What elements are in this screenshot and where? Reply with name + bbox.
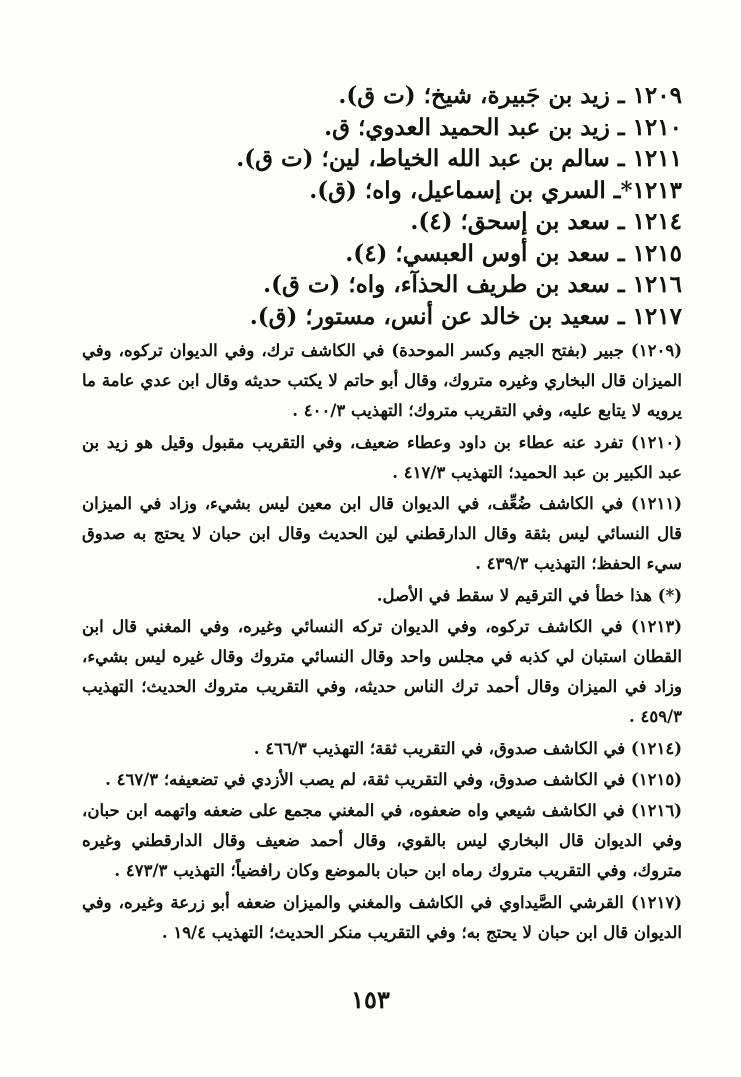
footnote: (١٢١١) في الكاشف ضُعِّف، في الديوان قال ابن معين ليس بشيء، وزاد في الميزان قال النسائي ليس بثقة وقال الدارقطني لين الحديث وقال ابن حبان لا يحتج به صدوق سيء الحفظ؛ التهذيب ٤٣٩/٣ . [82, 494, 682, 574]
entry [82, 301, 682, 333]
entry [82, 269, 682, 301]
footnote: (١٢١٣) في الكاشف تركوه، وفي الديوان تركه النسائي وغيره، وفي المغني قال ابن القطان استبان لي كذبه في مجلس واحد وقال النسائي متروك وقال غيره ليس بشيء، وزاد في الميزان وقال أحمد ترك الناس حديثه، وفي التقريب متروك الحديث؛ التهذيب ٤٥٩/٣ . [82, 616, 682, 727]
entry [82, 238, 682, 270]
entry-text: ـ زيد بن جَبيرة، شيخ؛ (ت ق). [338, 82, 633, 109]
footnote: (١٢١٥) في الكاشف صدوق، وفي التقريب ثقة، لم يصب الأزدي في تضعيفه؛ ٤٦٧/٣ . [105, 769, 682, 789]
entry-text: ـ سعد بن أوس العبسي؛ (٤). [345, 239, 633, 267]
footnote: (١٢١٠) تفرد عنه عطاء بن داود وعطاء ضعيف، وفي التقريب مقبول وقيل هو زيد بن عبد الكبير بن عبد الحميد؛ التهذيب ٤١٧/٣ . [82, 432, 682, 482]
entry-text: ـ سعيد بن خالد عن أنس، مستور؛ (ق). [249, 302, 633, 330]
entry [82, 206, 682, 238]
entry-text: ـ زيد بن عبد الحميد العدوي؛ ق. [324, 113, 633, 141]
entry-number: ١٢١٥ [632, 239, 682, 267]
entry [82, 80, 682, 112]
entry-number: ١٢١٤ [632, 208, 682, 235]
footnote: (١٢١٤) في الكاشف صدوق، في التقريب ثقة؛ التهذيب ٤٦٦/٣ . [253, 738, 682, 758]
footnote: (١٢٠٩) جبير (بفتح الجيم وكسر الموحدة) في الكاشف ترك، وفي الديوان تركوه، وفي الميزان قال البخاري وغيره متروك، وقال أبو حاتم لا يكتب حديثه وقال ابن عدي عامة ما يرويه لا يتابع عليه، وفي التقريب متروك؛ التهذيب ٤٠٠/٣ . [82, 341, 682, 421]
entry-number: ١٢٠٩ [632, 82, 682, 109]
entry [82, 112, 682, 144]
entry [82, 143, 682, 175]
page-number: ١٥٣ [351, 985, 390, 1014]
entry-number: ١٢١٧ [632, 302, 682, 330]
entry [82, 175, 682, 207]
footnote-errata: (*) هذا خطأ في الترقيم لا سقط في الأصل. [376, 585, 682, 605]
entry-text: ـ سعد بن إسحق؛ (٤). [410, 208, 633, 235]
footnotes [82, 336, 682, 948]
entry-number: ١٢١٠ [632, 113, 682, 141]
entry-text: ـ سعد بن طريف الحذآء، واه؛ (ت ق). [263, 271, 633, 298]
entry-number: ١٢١٣ [632, 176, 682, 204]
entry-number: ١٢١١ [632, 145, 682, 172]
entry-text: ـ سالم بن عبد الله الخياط، لين؛ (ت ق). [236, 145, 633, 172]
footnote: (١٢١٦) في الكاشف شيعي واه ضعفوه، في المغني مجمع على ضعفه واتهمه ابن حبان، وفي الديوان قال البخاري ليس بالقوي، وقال أحمد ضعيف وقال الدارقطني وغيره متروك، وفي التقريب متروك رماه ابن حبان بالموضع وكان رافضياً؛ التهذيب ٤٧٣/٣ . [82, 801, 682, 881]
page-body [82, 80, 682, 1070]
footnote: (١٢١٧) القرشي الصَّيداوي في الكاشف والمغني والميزان ضعفه أبو زرعة وغيره، وفي الديوان قال ابن حبان لا يحتج به؛ وفي التقريب منكر الحديث؛ التهذيب ١٩/٤ . [82, 892, 682, 942]
entry-text: *ـ السري بن إسماعيل، واه؛ (ق). [309, 176, 633, 204]
entries-list [82, 80, 682, 332]
entry-number: ١٢١٦ [632, 271, 682, 298]
